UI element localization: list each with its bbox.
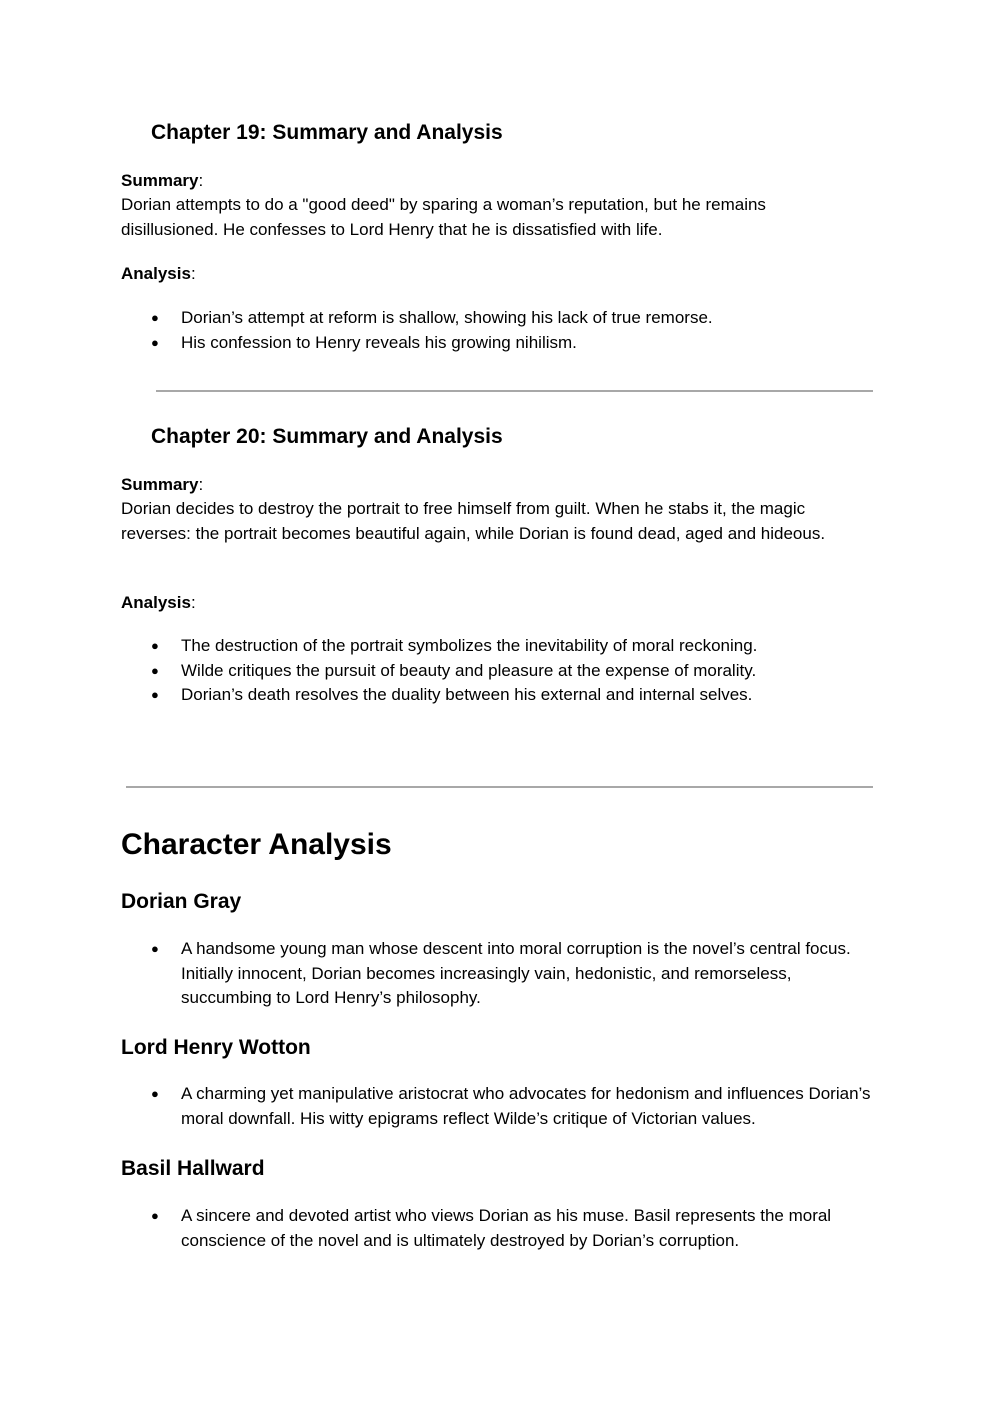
chapter-19-analysis-list [121,306,881,355]
bullet-icon: ● [151,662,159,678]
dorian-gray-description-list [121,937,881,1011]
lord-henry-description-list [121,1082,891,1131]
list-item: ● A charming yet manipulative aristocrat who advocates for hedonism and influences Dorian’s moral downfall. His witty epigrams reflect Wilde’s critique of Victorian values. [151,1084,871,1128]
chapter-19-heading: Chapter 19: Summary and Analysis [151,121,503,144]
character-name-lord-henry-wotton: Lord Henry Wotton [121,1036,311,1059]
chapter-19-summary-label: Summary: [121,171,204,190]
bullet-icon: ● [151,310,159,325]
chapter-19-analysis-label: Analysis: [121,264,196,283]
list-item: ● His confession to Henry reveals his growing nihilism. [121,331,881,356]
bullet-icon: ● [151,334,159,350]
bullet-icon: ● [151,941,159,956]
section-divider [126,786,873,788]
character-analysis-title: Character Analysis [121,828,392,861]
list-item: ● Wilde critiques the pursuit of beauty and pleasure at the expense of morality. [121,659,881,684]
chapter-20-analysis-list [121,634,881,708]
list-item: ● The destruction of the portrait symbolizes the inevitability of moral reckoning. [121,634,881,659]
chapter-19-summary-text: Dorian attempts to do a "good deed" by sparing a woman’s reputation, but he remains disillusioned. He confesses to Lord Henry that he is dissatisfied with life. [121,195,766,239]
character-name-basil-hallward: Basil Hallward [121,1157,265,1180]
character-name-dorian-gray: Dorian Gray [121,890,242,913]
list-item: ● Dorian’s attempt at reform is shallow, showing his lack of true remorse. [121,306,881,331]
bullet-icon: ● [151,687,159,702]
list-item: ● A handsome young man whose descent into moral corruption is the novel’s central focus. Initially innocent, Dorian becomes increasingly vain, hedonistic, and remorseless, succumbing to Lord Henry’s philosophy. [151,939,851,1007]
list-item: ● A sincere and devoted artist who views Dorian as his muse. Basil represents the moral conscience of the novel and is ultimately destroyed by Dorian’s corruption. [151,1206,832,1250]
basil-hallward-description-list [121,1204,881,1253]
bullet-icon: ● [151,1208,159,1223]
chapter-20-heading: Chapter 20: Summary and Analysis [151,425,503,448]
chapter-20-summary-text: Dorian decides to destroy the portrait to free himself from guilt. When he stabs it, the magic reverses: the portrait becomes beautiful again, while Dorian is found dead, aged and hideous. [121,499,826,543]
bullet-icon: ● [151,638,159,653]
bullet-icon: ● [151,1086,159,1101]
chapter-20-analysis-label: Analysis: [121,593,196,612]
chapter-20-summary-label: Summary: [121,475,204,494]
section-divider [156,390,873,392]
list-item: ● Dorian’s death resolves the duality between his external and internal selves. [121,683,881,708]
